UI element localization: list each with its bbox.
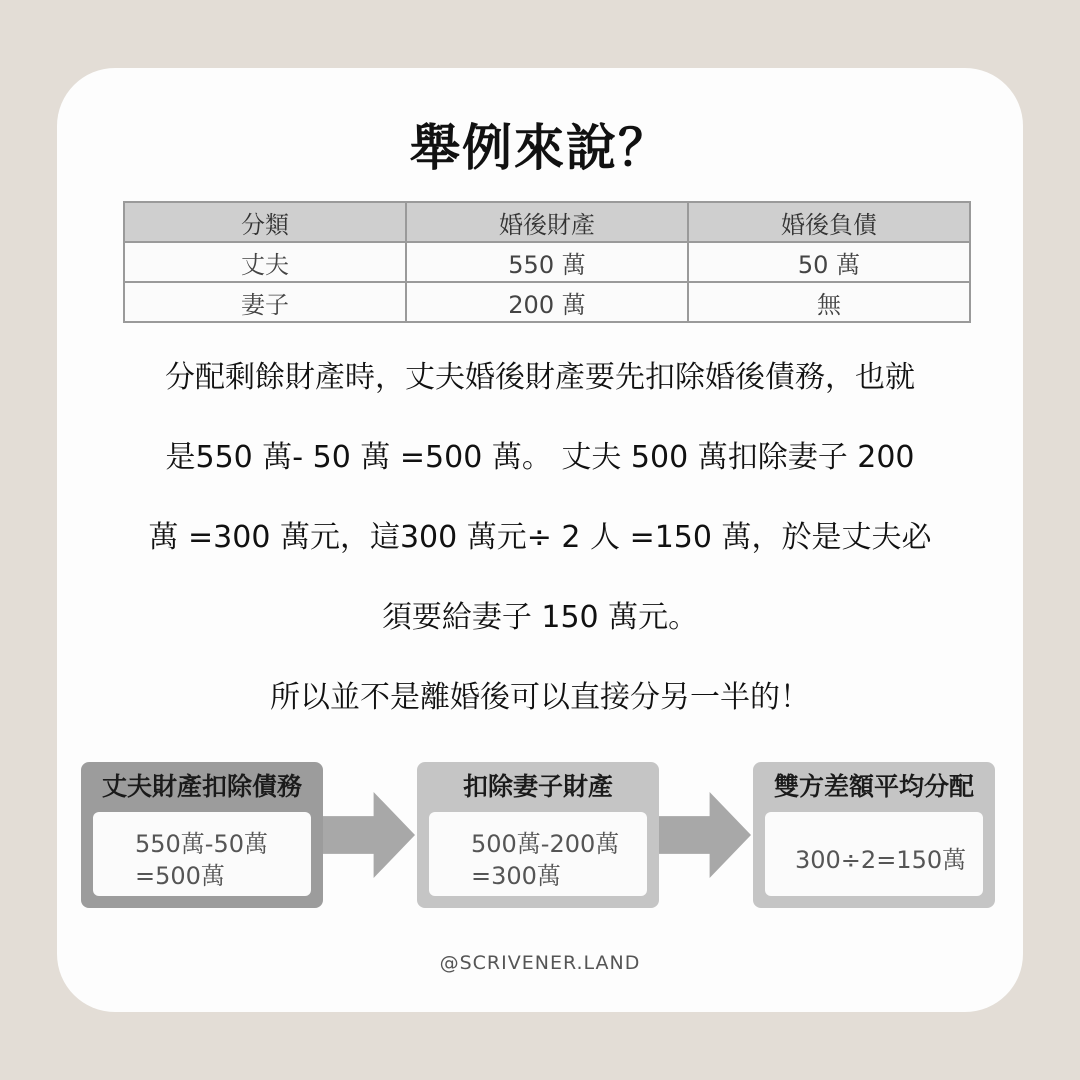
flow-step-line: 550萬-50萬 (135, 830, 269, 858)
flow-step-body (765, 812, 983, 896)
flow-step-body (429, 812, 647, 896)
flow-step-title: 扣除妻子財產 (462, 772, 613, 801)
arrow-right-icon (659, 792, 751, 878)
flow-step-deduct-debt (81, 762, 323, 908)
flow-step-line: =500萬 (135, 862, 225, 890)
flow-step-deduct-wife (417, 762, 659, 908)
flow-step-line: 300÷2=150萬 (795, 846, 967, 874)
table-header-row (124, 202, 970, 242)
footer-handle: @SCRIVENER.LAND (439, 952, 641, 974)
page-title: 舉例來說？ (410, 119, 670, 177)
table-cell: 無 (688, 282, 970, 322)
calculation-flow (0, 762, 1080, 912)
paragraph-line: 萬 =300 萬元，這300 萬元÷ 2 人 =150 萬，於是丈夫必 (148, 520, 932, 555)
table-cell: 550 萬 (406, 242, 688, 282)
column-header-category: 分類 (124, 202, 406, 242)
flow-step-split-difference (753, 762, 995, 908)
conclusion-text: 所以並不是離婚後可以直接分另一半的！ (270, 680, 810, 715)
flow-step-body (93, 812, 311, 896)
flow-step-title: 丈夫財產扣除債務 (101, 772, 302, 801)
paragraph-line: 須要給妻子 150 萬元。 (381, 600, 699, 635)
assets-table (123, 201, 971, 323)
paragraph-line: 是550 萬- 50 萬 =500 萬。 丈夫 500 萬扣除妻子 200 (165, 440, 915, 475)
flow-step-line: =300萬 (471, 862, 561, 890)
arrow-right-icon (323, 792, 415, 878)
table-row (124, 282, 970, 322)
table-cell: 妻子 (124, 282, 406, 322)
column-header-assets: 婚後財產 (406, 202, 688, 242)
column-header-debts: 婚後負債 (688, 202, 970, 242)
table-cell: 丈夫 (124, 242, 406, 282)
table-row (124, 242, 970, 282)
table-cell: 50 萬 (688, 242, 970, 282)
flow-step-title: 雙方差額平均分配 (773, 772, 974, 801)
table-cell: 200 萬 (406, 282, 688, 322)
flow-step-line: 500萬-200萬 (471, 830, 620, 858)
paragraph-line: 分配剩餘財產時，丈夫婚後財產要先扣除婚後債務，也就 (165, 360, 915, 395)
